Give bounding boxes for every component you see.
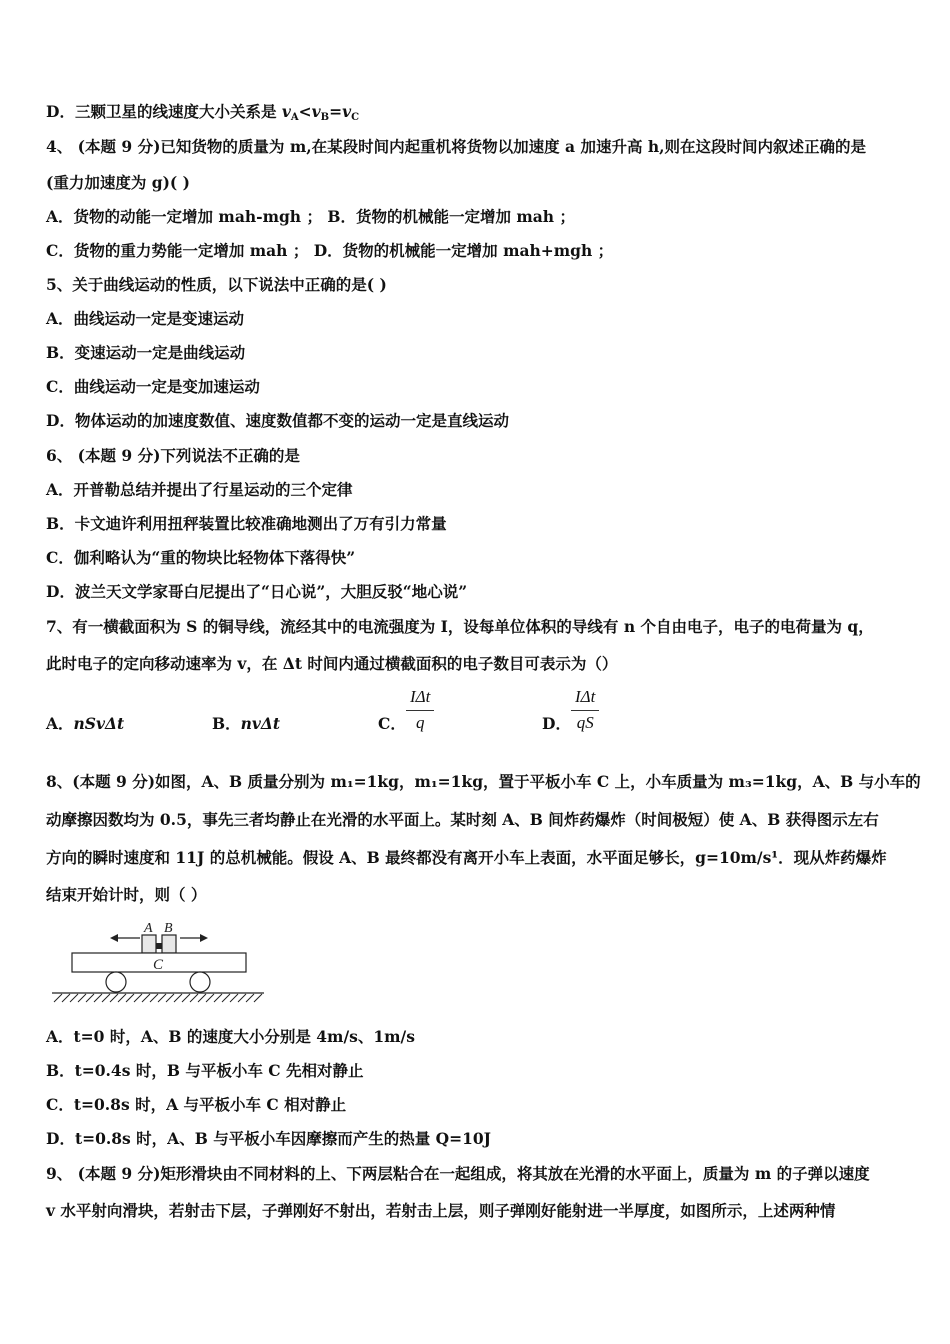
q7-option-c-label: C． xyxy=(378,714,406,733)
q6-option-c: C．伽利略认为“重的物块比轻物体下落得快” xyxy=(46,548,356,567)
q5-option-d: D．物体运动的加速度数值、速度数值都不变的运动一定是直线运动 xyxy=(46,411,509,430)
q6-option-b: B．卡文迪许利用扭秤装置比较准确地测出了万有引力常量 xyxy=(46,514,447,533)
label-a: A xyxy=(144,921,153,936)
q7-stem-line1: 7、有一横截面积为 S 的铜导线，流经其中的电流强度为 I，设每单位体积的导线有 n 个自由电子，电子的电荷量为 q， xyxy=(46,617,874,636)
fraction-denominator: qS xyxy=(576,713,594,732)
q8-option-b: B．t=0.4s 时，B 与平板小车 C 先相对静止 xyxy=(46,1061,364,1080)
label-c: C xyxy=(153,957,164,973)
q5-stem: 5、关于曲线运动的性质，以下说法中正确的是( ) xyxy=(46,275,387,294)
q7-stem-line2: 此时电子的定向移动速率为 v，在 Δt 时间内通过横截面积的电子数目可表示为（） xyxy=(46,654,618,673)
q7-option-b: B．nvΔt xyxy=(212,714,281,733)
q6-option-a: A．开普勒总结并提出了行星运动的三个定律 xyxy=(46,480,353,499)
fraction-denominator: q xyxy=(415,713,425,732)
q4-stem-line2: (重力加速度为 g)( ) xyxy=(46,173,190,192)
q8-option-d: D．t=0.8s 时，A、B 与平板小车因摩擦而产生的热量 Q=10J xyxy=(46,1129,491,1148)
q8-cart-figure xyxy=(48,918,270,1010)
q8-stem-line3: 方向的瞬时速度和 11J 的总机械能。假设 A、B 最终都没有离开小车上表面，水平面足够长，g=10m/s¹．现从炸药爆炸 xyxy=(46,848,887,867)
q9-stem-line2: v 水平射向滑块，若射击下层，子弹刚好不射出，若射击上层，则子弹刚好能射进一半厚度，如图所示，上述两种情 xyxy=(46,1201,836,1220)
q8-option-a: A．t=0 时，A、B 的速度大小分别是 4m/s、1m/s xyxy=(46,1027,415,1046)
arrow-left-head xyxy=(110,934,118,942)
q9-stem-line1: 9、 (本题 9 分)矩形滑块由不同材料的上、下两层粘合在一起组成，将其放在光滑的水平面上，质量为 m 的子弹以速度 xyxy=(46,1164,870,1183)
q6-option-d: D．波兰天文学家哥白尼提出了“日心说”，大胆反驳“地心说” xyxy=(46,582,468,601)
block-b xyxy=(162,935,176,953)
q8-stem-line1: 8、(本题 9 分)如图，A、B 质量分别为 m₁=1kg，m₁=1kg，置于平板小车 C 上，小车质量为 m₃=1kg，A、B 与小车的 xyxy=(46,772,921,791)
q7-option-d-label: D． xyxy=(542,714,571,733)
q4-options-cd: C．货物的重力势能一定增加 mah ； D．货物的机械能一定增加 mah+mgh ； xyxy=(46,241,614,260)
label-b: B xyxy=(164,921,173,936)
q8-stem-line2: 动摩擦因数均为 0.5，事先三者均静止在光滑的水平面上。某时刻 A、B 间炸药爆炸（时间极短）使 A、B 获得图示左右 xyxy=(46,810,879,829)
wheel-right xyxy=(190,972,210,992)
wheel-left xyxy=(106,972,126,992)
explosive xyxy=(156,943,162,949)
q5-option-c: C．曲线运动一定是变加速运动 xyxy=(46,377,260,396)
fraction-numerator: IΔt xyxy=(406,687,434,711)
q7-option-c-fraction xyxy=(406,687,434,733)
q5-option-a: A．曲线运动一定是变速运动 xyxy=(46,309,245,328)
arrow-right-head xyxy=(200,934,208,942)
q3-option-d: D．三颗卫星的线速度大小关系是 $v_A<v_B=v_C$ xyxy=(46,102,360,123)
fraction-numerator: IΔt xyxy=(571,687,599,711)
q7-option-d-fraction xyxy=(571,687,599,733)
q6-stem: 6、 (本题 9 分)下列说法不正确的是 xyxy=(46,446,300,465)
q8-option-c: C．t=0.8s 时，A 与平板小车 C 相对静止 xyxy=(46,1095,347,1114)
q4-stem-line1: 4、 (本题 9 分)已知货物的质量为 m,在某段时间内起重机将货物以加速度 a 加速升高 h,则在这段时间内叙述正确的是 xyxy=(46,137,867,156)
q4-options-ab: A．货物的动能一定增加 mah-mgh ； B．货物的机械能一定增加 mah ； xyxy=(46,207,575,226)
q8-stem-line4: 结束开始计时，则（ ） xyxy=(46,885,207,904)
ground-hatching xyxy=(54,994,262,1002)
q5-option-b: B．变速运动一定是曲线运动 xyxy=(46,343,246,362)
q7-option-a: A．nSvΔt xyxy=(46,714,125,733)
block-a xyxy=(142,935,156,953)
